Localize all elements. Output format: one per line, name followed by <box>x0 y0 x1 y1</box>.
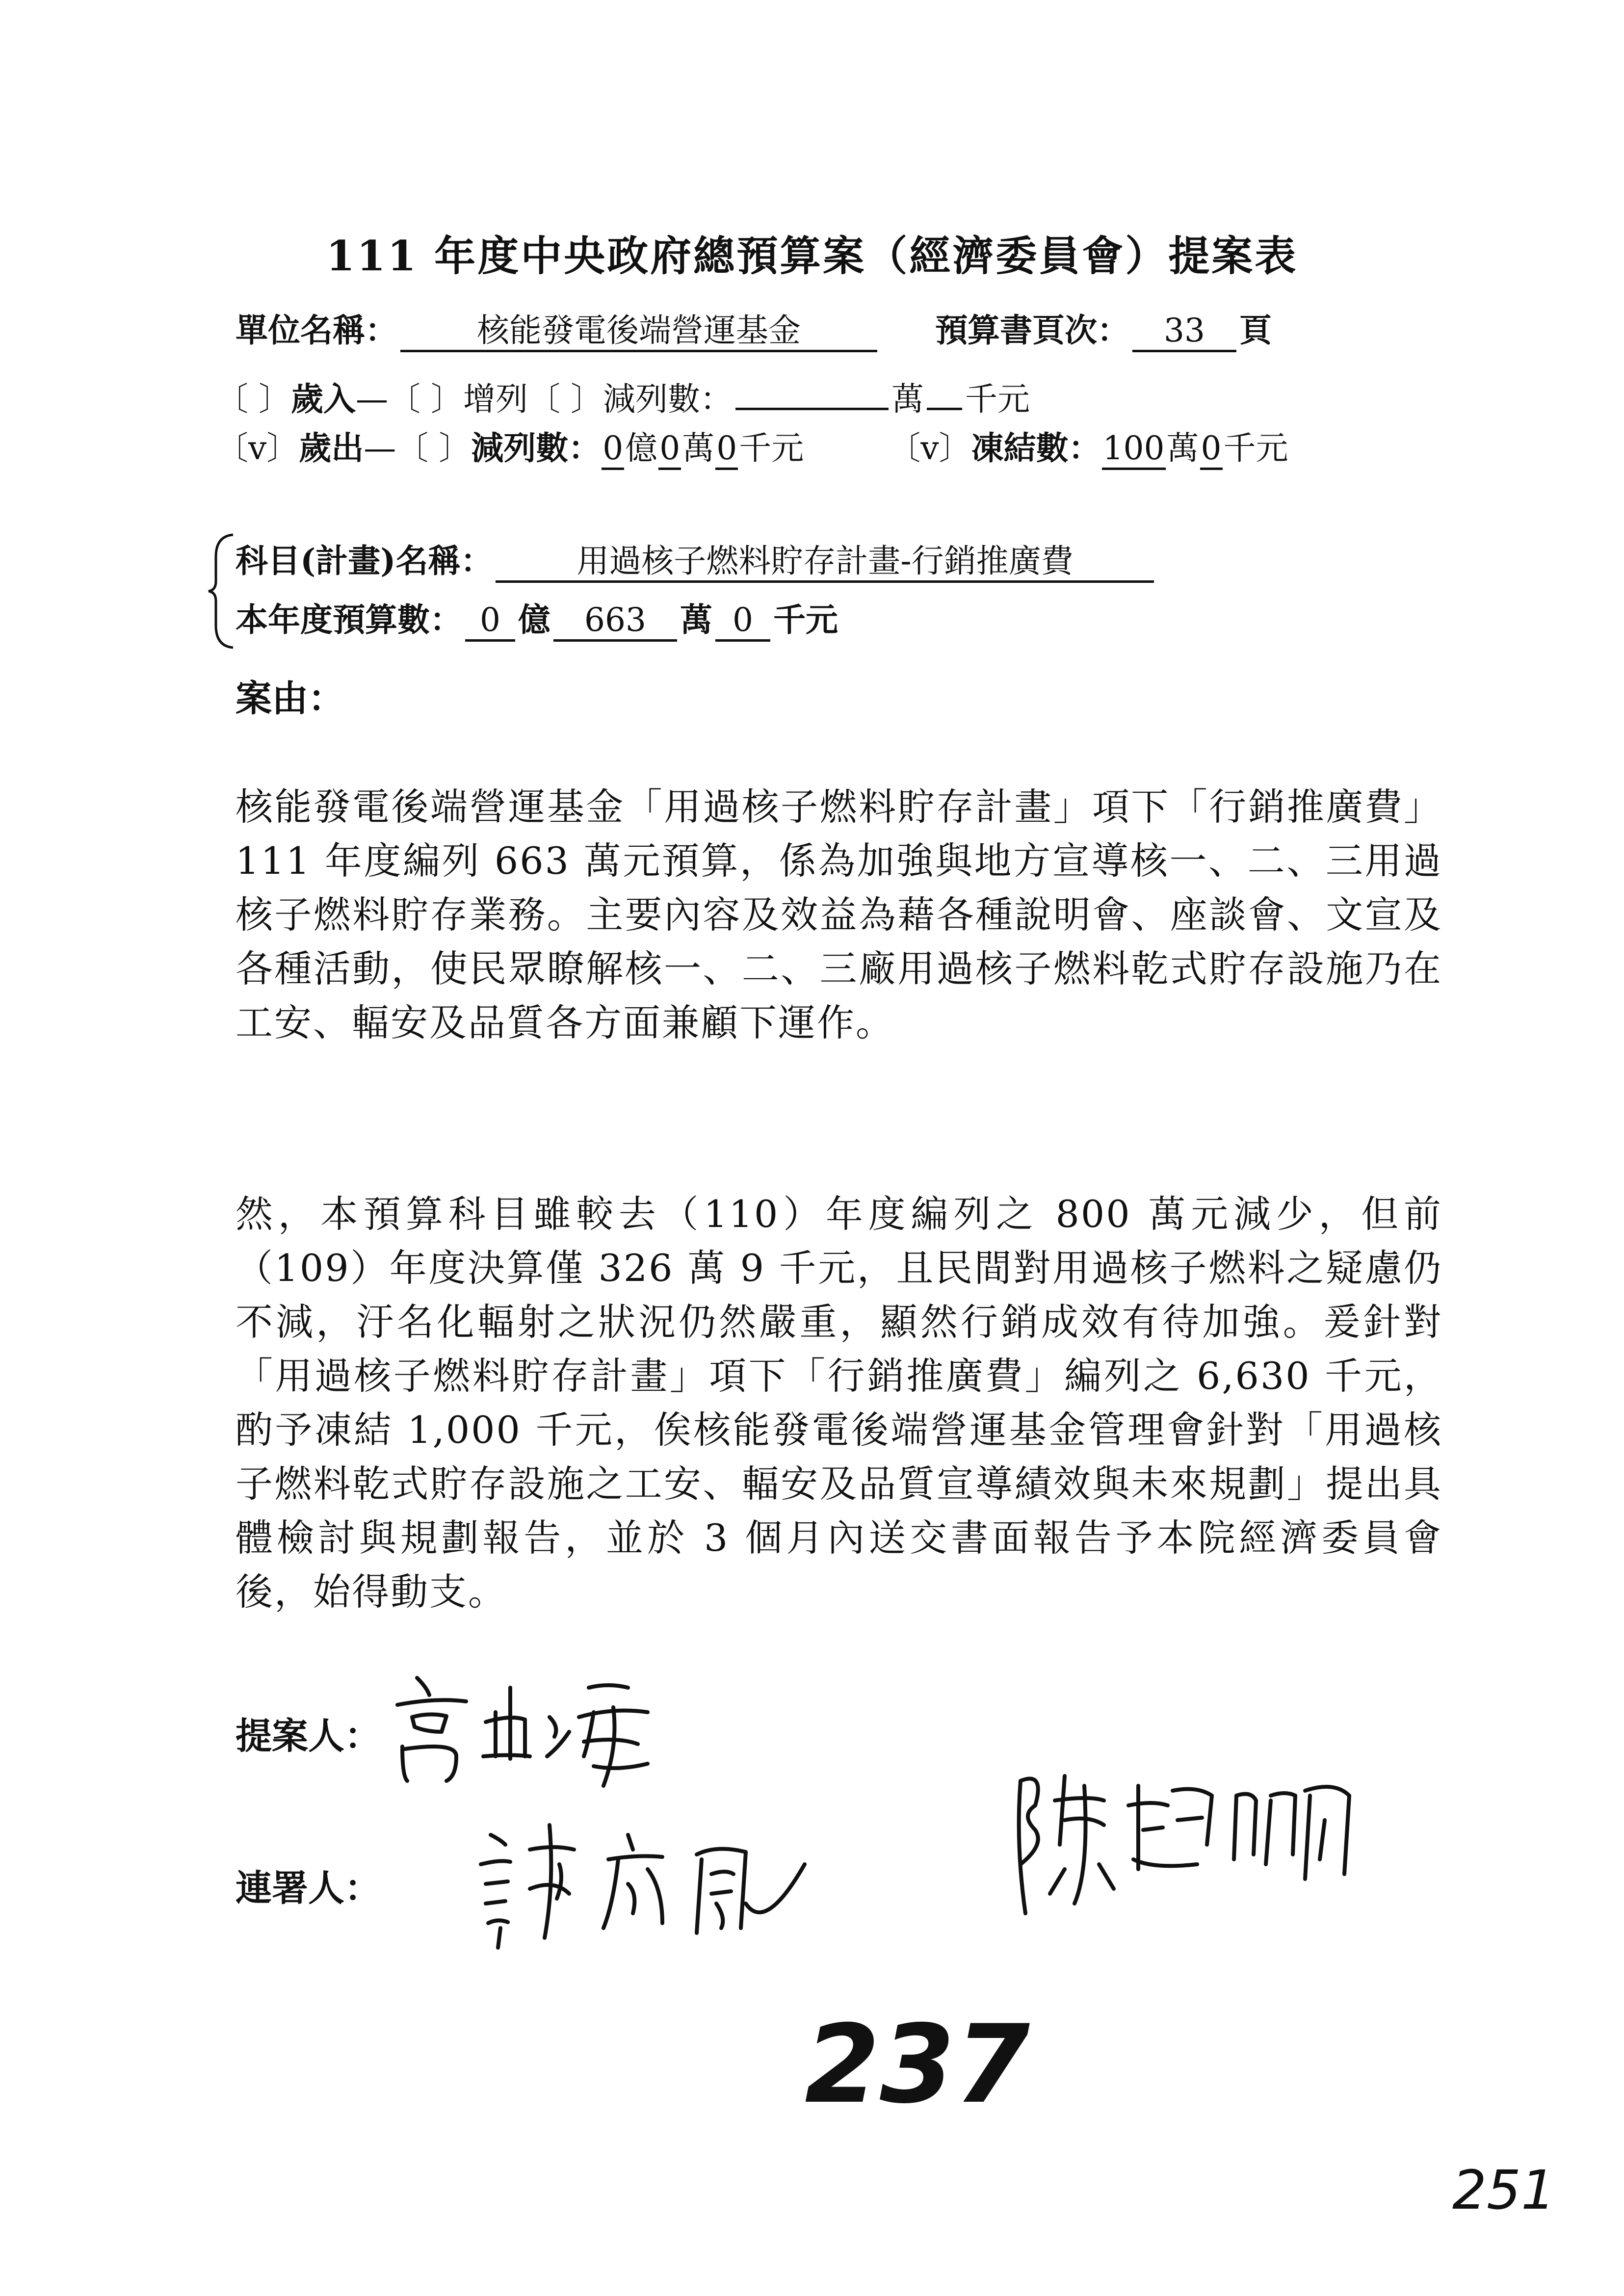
increase-checkbox: 〔 〕 <box>388 380 463 418</box>
budget-yi: 0 <box>465 604 515 642</box>
freeze-wan-unit: 萬 <box>1166 429 1199 467</box>
expense-row <box>216 429 1288 470</box>
cosigner-signature-1 <box>471 1805 962 1962</box>
budget-wan-unit: 萬 <box>680 600 712 639</box>
revenue-wan-blank <box>735 405 889 410</box>
revenue-qian-blank <box>927 405 962 410</box>
revenue-checkbox: 〔 〕 <box>216 380 291 418</box>
budget-page-value: 33 <box>1132 314 1236 352</box>
expense-dec-yi: 0 <box>602 432 624 470</box>
expense-dec-yi-unit: 億 <box>625 429 658 467</box>
freeze-wan: 100 <box>1102 432 1166 470</box>
corner-page-number: 251 <box>1452 2159 1555 2221</box>
paragraph-1-text: 核能發電後端營運基金「用過核子燃料貯存計畫」項下「行銷推廣費」111 年度編列 663 萬元預算，係為加強與地方宣導核一、二、三用過核子燃料貯存業務。主要內容及效益為藉各種說明會、座談會、文宣及各種活動，使民眾瞭解核一、二、三廠用過核子燃料乾式貯存設施乃在工安、輻安及品質各方面兼顧下運作。 <box>236 785 1442 1044</box>
expense-dash: — <box>364 429 396 467</box>
expense-dec-qian-unit: 千元 <box>739 429 804 467</box>
freeze-label: 凍結數： <box>971 429 1101 467</box>
revenue-row <box>216 380 1030 418</box>
unit-label: 單位名稱： <box>236 311 397 349</box>
freeze-qian: 0 <box>1200 432 1223 470</box>
budget-wan: 663 <box>553 604 677 642</box>
decrease-checkbox: 〔 〕 <box>527 380 603 418</box>
unit-row <box>236 311 1272 352</box>
reason-paragraph-1 <box>236 780 1442 1050</box>
budget-qian: 0 <box>715 604 770 642</box>
unit-value: 核能發電後端營運基金 <box>400 314 877 352</box>
revenue-wan-unit: 萬 <box>891 380 924 418</box>
expense-decrease-checkbox: 〔 〕 <box>396 429 471 467</box>
cosigner-label: 連署人： <box>236 1867 381 1909</box>
expense-dec-wan-unit: 萬 <box>682 429 715 467</box>
page-title: 111 年度中央政府總預算案（經濟委員會）提案表 <box>326 232 1298 280</box>
expense-dec-wan: 0 <box>658 432 681 470</box>
proposer-label: 提案人： <box>236 1715 381 1757</box>
subject-value: 用過核子燃料貯存計畫-行銷推廣費 <box>496 545 1154 583</box>
cosigner-signature-2 <box>991 1747 1384 1933</box>
reason-paragraph-2 <box>236 1187 1442 1619</box>
left-brace-icon <box>206 532 236 650</box>
subject-row <box>236 542 1157 583</box>
freeze-qian-unit: 千元 <box>1223 429 1288 467</box>
budget-label: 本年度預算數： <box>236 600 462 639</box>
revenue-decrease-label: 減列數： <box>602 380 733 418</box>
revenue-dash: — <box>355 380 388 418</box>
freeze-checkbox: 〔v〕 <box>888 429 971 467</box>
paragraph-2-text: 然，本預算科目雖較去（110）年度編列之 800 萬元減少，但前（109）年度決算僅 326 萬 9 千元，且民間對用過核子燃料之疑慮仍不減，汙名化輻射之狀況仍然嚴重，顯然行銷成效有待加強。爰針對「用過核子燃料貯存計畫」項下「行銷推廣費」編列之 6,630 千元，酌予凍結 1,000 千元，俟核能發電後端營運基金管理會針對「用過核子燃料乾式貯存設施之工安、輻安及品質宣導績效與未來規劃」提出具體檢討與規劃報告，並於 3 個月內送交書面報告予本院經濟委員會後，始得動支。 <box>236 1192 1442 1614</box>
revenue-qian-unit: 千元 <box>965 380 1030 418</box>
expense-checkbox: 〔v〕 <box>216 429 299 467</box>
increase-label: 增列 <box>463 380 528 418</box>
expense-label: 歲出 <box>299 429 364 467</box>
proposer-signature <box>383 1658 657 1796</box>
expense-decrease-label: 減列數： <box>471 429 601 467</box>
budget-row <box>236 600 838 642</box>
budget-yi-unit: 億 <box>518 600 550 639</box>
reason-label: 案由： <box>236 678 344 720</box>
budget-page-suffix: 頁 <box>1239 311 1272 349</box>
budget-page-label: 預算書頁次： <box>935 311 1129 349</box>
budget-qian-unit: 千元 <box>773 600 838 639</box>
subject-label: 科目(計畫)名稱： <box>236 542 493 580</box>
revenue-label: 歲入 <box>290 380 356 418</box>
expense-dec-qian: 0 <box>715 432 738 470</box>
handwritten-page-number: 237 <box>805 2002 1030 2127</box>
